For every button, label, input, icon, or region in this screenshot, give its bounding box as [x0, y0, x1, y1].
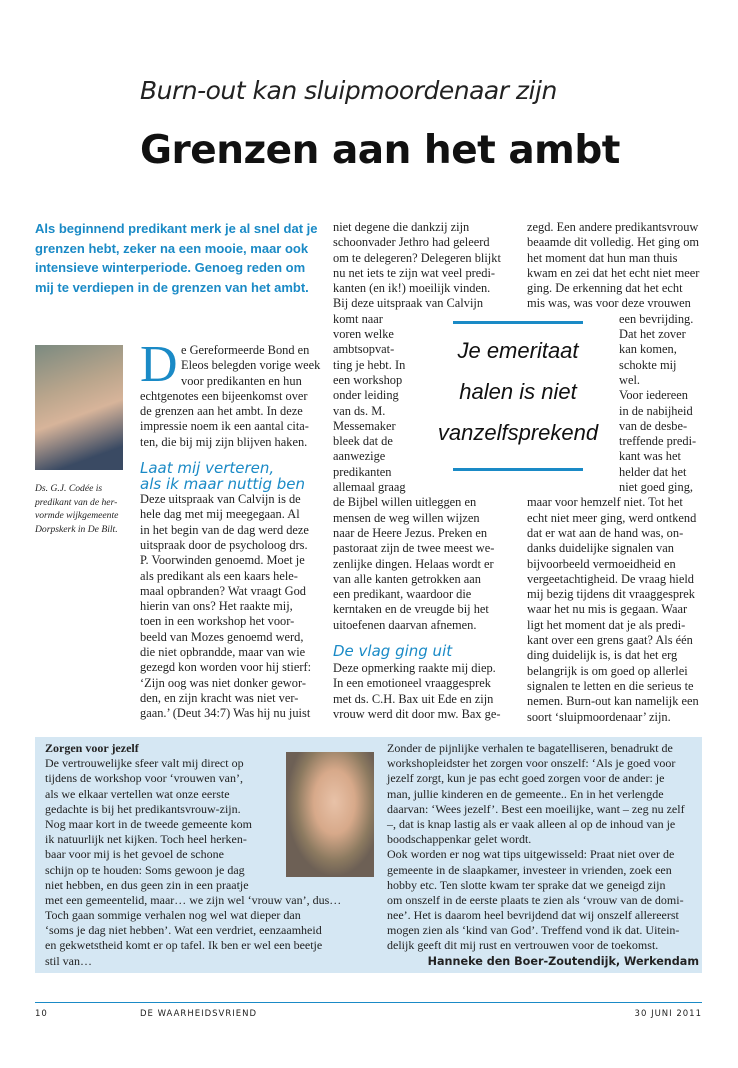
text-line: beaamde dit volledig. Het ging om: [527, 235, 700, 250]
text-line: mogen zien als ‘kind van God’. Treffend vond ik dat. Uitein-: [387, 923, 680, 938]
paragraph: [527, 220, 707, 312]
text-line: Je emeritaat: [457, 338, 579, 363]
text-line: hobby etc. Ten slotte kwam ter sprake dat we geneigd zijn: [387, 877, 666, 892]
paragraph: [45, 756, 341, 893]
text-line: gedachte is bij het predikantsvrouw-zijn.: [45, 801, 241, 816]
text-line: en gekwetstheid komt er op tafel. Ik ben er wel een beetje: [45, 938, 323, 953]
text-line: mis was, was voor deze vrouwen: [527, 296, 691, 311]
column-1: [140, 336, 321, 722]
text-line: De vertrouwelijke sfeer valt mij direct op: [45, 756, 244, 771]
text-line: workshopleidster het zorgen voor onszelf: ‘Als je goed voor: [387, 756, 676, 771]
text-line: met een gemeentelid, maar… we zijn wel ‘vrouw van’, dus…: [45, 892, 342, 907]
text-line: vanzelfsprekend: [437, 420, 599, 445]
text-line: echt niet meer ging, werd ontkend: [527, 510, 697, 525]
box-heading: Zorgen voor jezelf: [45, 741, 139, 755]
text-line: uitoefenen daarvan afnemen.: [333, 617, 477, 632]
intro-text: [35, 219, 331, 297]
text-line: van ds. M.: [333, 403, 386, 418]
text-line: niet degene die dankzij zijn: [333, 220, 470, 234]
text-line: Ook worden er nog wat tips uitgewisseld: Praat niet over de: [387, 847, 675, 862]
paragraph: [140, 336, 321, 393]
text-line: predikanten: [333, 464, 392, 479]
text-line: maal opbranden? Wat vraagt God: [140, 583, 306, 598]
author-photo: [35, 345, 123, 470]
text-line: maar voor hemzelf niet. Tot het: [527, 495, 683, 510]
text-line: P. Voorwinden genoemd. Moet je: [140, 553, 305, 568]
text-line: mensen de weg willen wijzen: [333, 510, 480, 525]
text-line: intensieve winterperiode. Genoeg reden om: [35, 260, 306, 275]
text-line: Voor iedereen: [619, 388, 688, 403]
text-line: In een emotioneel vraaggesprek: [333, 676, 491, 691]
text-line: signalen te letten en die serieus te: [527, 678, 694, 693]
text-line: baar voor mij is het gevoel de schone: [45, 847, 224, 862]
text-line: gaan.’ (Deut 34:7) Was hij nu juist: [140, 706, 311, 721]
magazine-name: DE WAARHEIDSVRIEND: [140, 1009, 258, 1019]
text-line: Nog maar kort in de tweede gemeente kom: [45, 816, 252, 831]
page-number: 10: [35, 1009, 48, 1019]
paragraph: [140, 492, 320, 721]
text-line: danks duidelijke signalen van: [527, 541, 674, 556]
text-line: Dat het zover: [619, 327, 686, 342]
text-line: vergeetachtigheid. De vraag hield: [527, 571, 694, 586]
text-line: dat er wat aan de hand was, on-: [527, 525, 684, 540]
text-line: in de nabijheid: [619, 403, 693, 418]
text-line: beeld van Mozes genoemd werd,: [140, 629, 304, 644]
text-line: als we elkaar vertellen wat onze eerste: [45, 786, 230, 801]
text-line: een predikant, waardoor die: [333, 587, 472, 602]
text-line: impressie noem ik een aantal cita-: [140, 419, 309, 434]
text-line: kant over een grens gaat? Als één: [527, 633, 693, 648]
text-line: man, jullie kinderen en de gemeente.. En in het verlengde: [387, 786, 664, 801]
text-line: van alle kanten getrokken aan: [333, 571, 481, 586]
text-line: om onszelf in de eerste plaats te zien als ‘vrouw van de domi-: [387, 892, 684, 907]
text-line: ambtsopvat-: [333, 342, 395, 357]
text-line: pastoraat zijn de twee meest we-: [333, 541, 495, 556]
text-line: daarvan: ‘Wees jezelf’. Best een moeilijke, want – zeg nu zelf: [387, 801, 685, 816]
text-line: nee’. Het is daarom heel bevrijdend dat wij onszelf allereerst: [387, 908, 679, 923]
text-line: ik natuurlijk net kijken. Toch heel herken-: [45, 832, 247, 847]
section-heading: [140, 460, 320, 492]
box-right-column: [387, 741, 699, 969]
text-line: ligt het moment dat je als predi-: [527, 617, 686, 632]
column-3: [527, 220, 707, 725]
text-line: Laat mij verteren,: [140, 459, 275, 478]
text-line: –, dat is knap lastig als er vaak alleen al op de inhoud van je: [387, 816, 676, 831]
section-heading: De vlag ging uit: [333, 642, 453, 661]
text-line: grenzen hebt, zeker na een mooie, maar ook: [35, 240, 309, 256]
text-line: zenlijke dingen. Helaas wordt er: [333, 556, 494, 571]
text-line: schokte mij: [619, 357, 677, 372]
text-line: de grenzen aan het ambt. In deze: [140, 404, 303, 419]
text-line: ‘Zijn oog was niet donker gewor-: [140, 675, 306, 690]
footer-rule: [35, 1002, 702, 1003]
text-line: van de desbe-: [619, 418, 688, 433]
text-line: Toch gaan sommige verhalen nog wel wat dieper dan: [45, 908, 301, 923]
text-line: Ds. G.J. Codée is: [35, 483, 103, 494]
text-line: kanten (en ik!) moeilijk vinden.: [333, 281, 491, 296]
text-line: delijk geeft dit mij rust en vertrouwen voor de toekomst.: [387, 938, 659, 953]
text-line: e Gereformeerde Bond en: [181, 343, 310, 357]
text-line: kant was het: [619, 449, 681, 464]
text-line: ten, die bij mij zijn blijven haken.: [140, 434, 308, 449]
text-line: nemen. Burn-out kan namelijk een: [527, 694, 699, 709]
text-line: Messemaker: [333, 418, 396, 433]
text-line: Deze opmerking raakte mij diep.: [333, 661, 496, 676]
paragraph: [333, 661, 517, 722]
text-line: de Bijbel willen uitleggen en: [333, 495, 477, 510]
text-line: schoonvader Jethro had geleerd: [333, 235, 490, 250]
text-line: een workshop: [333, 372, 403, 387]
text-line: mij bezig tijdens dit vraaggesprek: [527, 587, 695, 602]
paragraph: [333, 220, 517, 312]
text-line: allemaal graag: [333, 480, 406, 495]
text-line: kwam en zei dat het echt niet meer: [527, 265, 700, 280]
box-left-column: [45, 741, 341, 969]
column-2: [333, 220, 517, 722]
issue-date: 30 JUNI 2011: [634, 1009, 702, 1019]
text-line: Eleos belegden vorige week: [181, 358, 321, 373]
paragraph: [140, 389, 320, 450]
article-kicker: Burn-out kan sluipmoordenaar zijn: [140, 76, 557, 105]
pull-quote: [430, 330, 606, 453]
text-line: bijvoorbeeld vermoeidheid en: [527, 556, 676, 571]
text-line: hierin van ons? Het raakte mij,: [140, 599, 293, 614]
text-line: Zonder de pijnlijke verhalen te bagatelliseren, benadrukt de: [387, 741, 673, 755]
photo-caption: [35, 482, 135, 536]
text-line: kan komen,: [619, 342, 677, 357]
text-line: echtgenotes een bijeenkomst over: [140, 388, 308, 403]
text-line: naar de Heere Jezus. Preken en: [333, 525, 488, 540]
text-line: boodschappenkar gelet wordt.: [387, 832, 532, 847]
text-line: niet goed ging,: [619, 480, 693, 495]
text-line: toen in een workshop het voor-: [140, 614, 295, 629]
text-line: ‘soms je dag niet hebben’. Wat een verdriet, eenzaamheid: [45, 923, 322, 938]
article-title: Grenzen aan het ambt: [140, 128, 620, 173]
text-line: den, en zijn kracht was niet ver-: [140, 690, 299, 705]
text-line: in het begin van de dag werd deze: [140, 522, 309, 537]
text-line: schijn op te houden: Soms gewoon je dag: [45, 862, 245, 877]
box-author: Hanneke den Boer-Zoutendijk, Werkendam: [427, 954, 699, 968]
text-line: halen is niet: [459, 379, 577, 404]
paragraph: [45, 893, 341, 969]
text-line: als ik maar nuttig ben: [140, 475, 305, 494]
text-line: ging. De erkenning dat het echt: [527, 281, 683, 296]
text-line: tijdens de workshop voor ‘vrouwen van’,: [45, 771, 243, 786]
text-line: vrouw werd dit door mw. Bax ge-: [333, 706, 501, 721]
text-line: wel.: [619, 372, 640, 387]
text-line: belangrijk is om goed op allerlei: [527, 663, 688, 678]
text-line: stil van…: [45, 953, 92, 968]
text-line: jezelf zorgt, kun je pas echt goed zorgen voor de ander: je: [387, 771, 665, 786]
paragraph: [387, 741, 699, 954]
pullquote-rule-top: [453, 321, 583, 324]
text-line: uitspraak door de psycholoog drs.: [140, 537, 308, 552]
text-line: voren welke: [333, 327, 394, 342]
text-line: bleek dat de: [333, 434, 393, 449]
text-line: ding duidelijk is, is dat het erg: [527, 648, 678, 663]
text-line: waar het nu mis is gegaan. Waar: [527, 602, 688, 617]
text-line: treffende predi-: [619, 434, 697, 449]
text-line: kerntaken en de vreugde bij het: [333, 602, 489, 617]
text-line: voor predikanten en hun: [181, 373, 302, 388]
text-line: aanwezige: [333, 449, 386, 464]
text-line: mij te verdiepen in de grenzen van het ambt.: [35, 279, 309, 295]
text-line: gezegd kon worden voor hij stierf:: [140, 660, 312, 675]
text-line: hele dag met mij meegegaan. Al: [140, 507, 300, 522]
text-line: soort ‘sluipmoordenaar’ zijn.: [527, 709, 671, 724]
text-line: Deze uitspraak van Calvijn is de: [140, 492, 301, 507]
text-line: die niet opbrandde, maar van wie: [140, 645, 306, 660]
text-line: ting je hebt. In: [333, 357, 406, 372]
drop-cap: D: [140, 336, 178, 393]
text-line: onder leiding: [333, 388, 399, 403]
text-line: vormde wijkgemeente: [35, 510, 119, 521]
text-line: zegd. Een andere predikantsvrouw: [527, 220, 699, 234]
text-line: Dorpskerk in De Bilt.: [35, 523, 118, 535]
text-line: helder dat het: [619, 464, 687, 479]
paragraph: [527, 495, 707, 724]
text-line: om te delegeren? Delegeren blijkt: [333, 250, 501, 265]
text-line: als predikant als een kaars hele-: [140, 568, 298, 583]
text-line: predikant van de her-: [35, 496, 118, 508]
text-line: met ds. C.H. Bax uit Ede en zijn: [333, 691, 494, 706]
text-line: Bij deze uitspraak van Calvijn: [333, 296, 484, 311]
text-line: een bevrijding.: [619, 311, 694, 326]
text-line: komt naar: [333, 311, 383, 326]
pullquote-rule-bottom: [453, 468, 583, 471]
text-line: nu net iets te zijn wat veel predi-: [333, 265, 496, 280]
text-line: gemeente in de slaapkamer, investeer in vrienden, zoek een: [387, 862, 672, 877]
text-line: Als beginnend predikant merk je al snel dat je: [35, 221, 318, 236]
paragraph: [333, 495, 517, 633]
text-line: het moment dat hun man thuis: [527, 250, 678, 265]
text-line: niet hebben, en dus geen zin in een praatje: [45, 877, 249, 892]
